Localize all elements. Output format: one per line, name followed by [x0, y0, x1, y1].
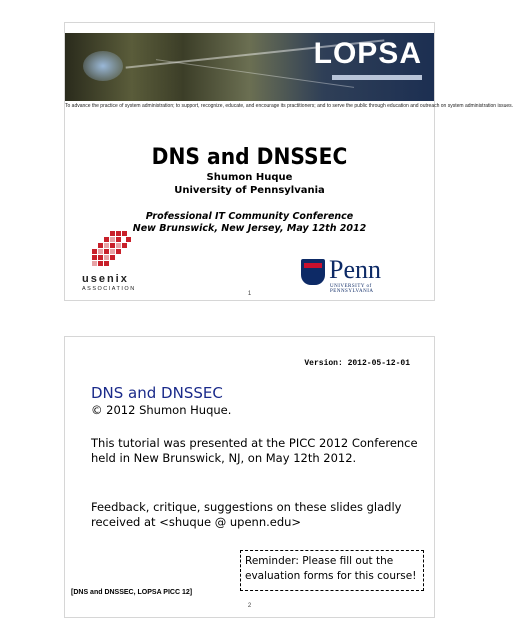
usenix-logo	[82, 229, 142, 295]
title-slide	[64, 22, 513, 301]
penn-logo	[301, 255, 411, 294]
info-slide	[64, 336, 435, 618]
lopsa-banner	[65, 33, 434, 101]
slide-footer: [DNS and DNSSEC, LOPSA PICC 12]	[71, 589, 193, 596]
author-block	[65, 171, 434, 197]
slide-number: 2	[247, 603, 252, 609]
usenix-cube-icon	[88, 229, 132, 271]
version-label: Version: 2012-05-12-01	[304, 359, 410, 368]
lopsa-logo: LOPSA	[313, 37, 422, 70]
conference-name: Professional IT Community Conference	[145, 211, 354, 222]
author-affiliation: University of Pennsylvania	[174, 185, 325, 196]
penn-university-label: UNIVERSITY of PENNSYLVANIA	[330, 284, 374, 294]
evaluation-reminder-box: Reminder: Please fill out the evaluation forms for this course!	[240, 550, 424, 591]
usenix-wordmark: usenix	[82, 273, 129, 285]
copyright-notice: © 2012 Shumon Huque.	[91, 403, 232, 417]
banner-glow	[83, 51, 123, 81]
lopsa-logo-subtitle-bar	[332, 75, 422, 80]
feedback-note: Feedback, critique, suggestions on these slides gladly received at <shuque @ upenn.edu>	[91, 500, 402, 529]
penn-shield-stripe	[304, 263, 322, 268]
slide-number: 1	[247, 291, 252, 297]
slide-title: DNS and DNSSEC	[91, 384, 223, 402]
penn-wordmark: Penn	[329, 255, 381, 284]
usenix-association-label: ASSOCIATION	[82, 286, 136, 292]
lopsa-mission-statement: To advance the practice of system administration; to support, recognize, educate, and encourage its practitioners; and to serve the public through education and outreach on system administration issues.	[65, 103, 513, 109]
slide-title: DNS and DNSSEC	[151, 145, 348, 170]
presentation-note: This tutorial was presented at the PICC 2012 Conference held in New Brunswick, NJ, on May 12th 2012.	[91, 436, 418, 465]
author-name: Shumon Huque	[206, 172, 293, 183]
conference-location-date: New Brunswick, New Jersey, May 12th 2012	[132, 223, 367, 234]
